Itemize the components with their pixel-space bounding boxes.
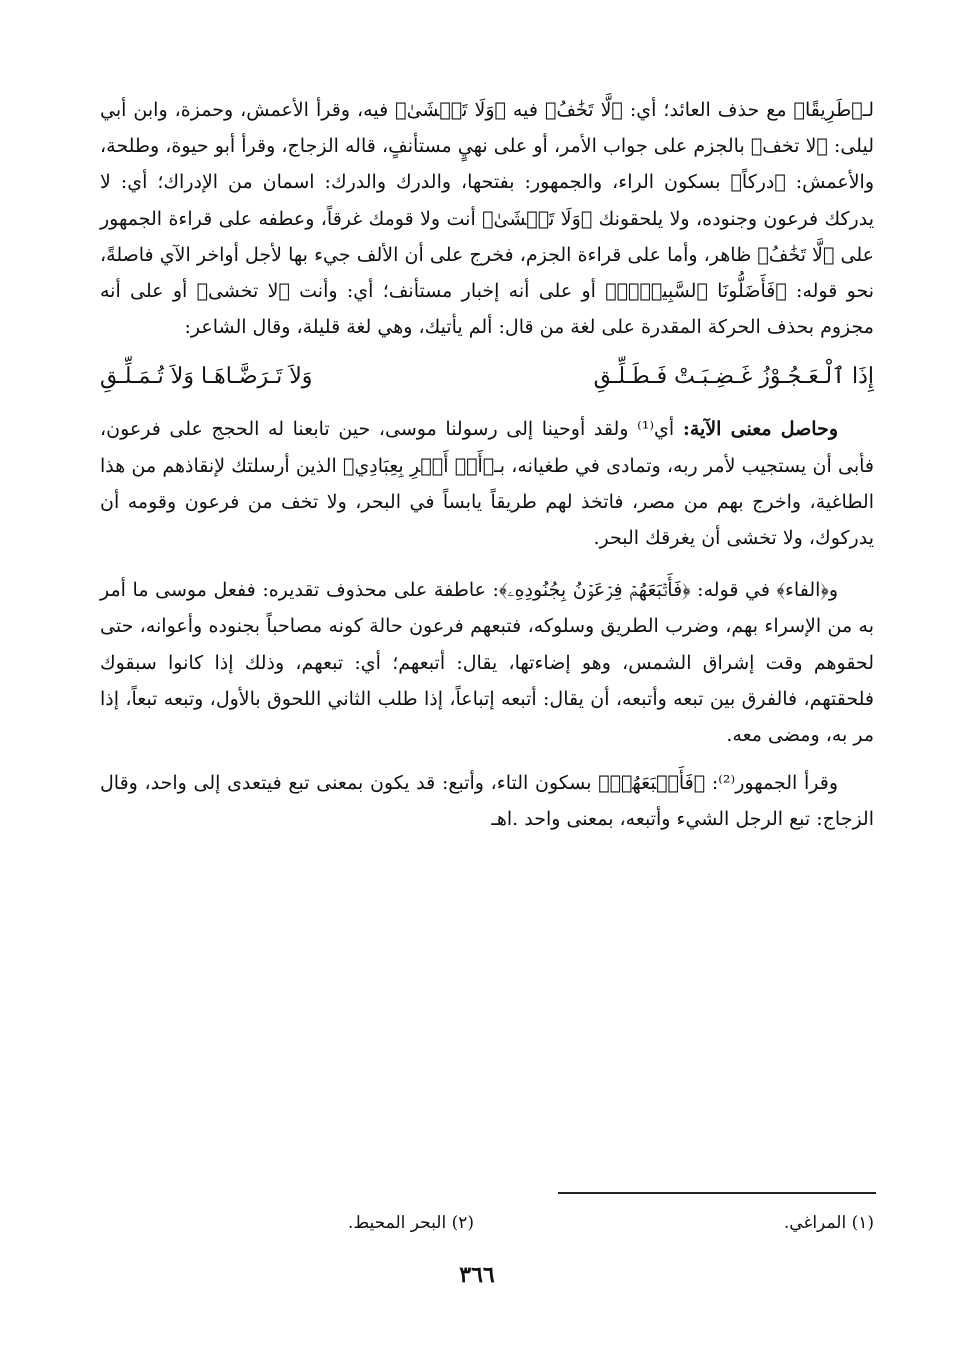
summary-paragraph bbox=[100, 411, 874, 556]
summary-heading: وحاصل معنى الآية: bbox=[682, 418, 838, 441]
footnote-2: (٢) البحر المحيط. bbox=[348, 1213, 474, 1233]
paragraph-text: ⁽²⁾: ﴿فَأَتۡبَعَهُمۡ﴾ بسكون التاء، وأتبع: قد يكون بمعنى تبع فيتعدى إلى واحد، وقال الزجاج: تبع الرجل الشيء وأتبعه، بمعنى واحد .اهـ bbox=[100, 772, 874, 831]
paragraph-text: أي⁽¹⁾ ولقد أوحينا إلى رسولنا موسى، حين تابعنا له الحجج على فرعون، فأبى أن يستجيب لأمر ربه، وتمادى في طغيانه، بـ﴿أَنۡ أَسۡرِ بِعِبَادِي﴾ الذين أرسلتك لإنقاذهم من هذا الطاغية، واخرج بهم من مصر، فاتخذ لهم طريقاً يابساً في البحر، ولا تخف من فرعون وقومه أن يدركوك، ولا تخشى أن يغرقك البحر. bbox=[100, 418, 874, 550]
page-body bbox=[100, 92, 874, 838]
poetry-verse bbox=[100, 359, 874, 395]
paragraph-text: و﴿الفاء﴾ في قوله: ﴿فَأَتۡبَعَهُمۡ فِرۡعَوۡنُ بِجُنُودِهِۦ﴾: عاطفة على محذوف تقديره: ففعل موسى ما أمر به من الإسراء بهم، وضرب الطريق وسلوكه، فتبعهم فرعون حالة كونه مصاحباً بجنوده وأعوانه، حتى لحقوهم وقت إشراق الشمس، وهو إضاءتها، يقال: أتبعهم؛ أي: تبعهم، وذلك إذا كانوا سبقوك فلحقتهم، فالفرق بين تبعه وأتبعه، أن يقال: أتبعه إتباعاً، إذا طلب الثاني اللحوق بالأول، وتبعه تبعاً، إذا مر به، ومضى معه. bbox=[100, 579, 874, 747]
footnote-divider bbox=[558, 1192, 876, 1194]
commentary-paragraph bbox=[100, 92, 874, 345]
verse-second-hemistich: وَلاَ تَـرَضَّـاهَـا وَلاَ تُـمَـلِّـقِ bbox=[100, 364, 313, 390]
page-number: ٣٦٦ bbox=[459, 1262, 495, 1288]
paragraph-text: لـ﴿طَرِيقًا﴾ مع حذف العائد؛ أي: ﴿لَّا تَخَٰفُ﴾ فيه ﴿وَلَا تَخۡشَىٰ﴾ فيه، وقرأ الأعمش، وحمزة، وابن أبي ليلى: ﴿لا تخف﴾ بالجزم على جواب الأمر، أو على نهيٍ مستأنفٍ، قاله الزجاج، وقرأ أبو حيوة، وطلحة، والأعمش: ﴿دركاً﴾ بسكون الراء، والجمهور: بفتحها، والدرك والدرك: اسمان من الإدراك؛ أي: لا يدركك فرعون وجنوده، ولا يلحقونك ﴿وَلَا تَخۡشَىٰ﴾ أنت ولا قومك غرقاً، وعطفه على قراءة الجمهور على ﴿لَّا تَخَٰفُ﴾ ظاهر، وأما على قراءة الجزم، فخرج على أن الألف جيء بها لأجل أواخر الآي فاصلةً، نحو قوله: ﴿فَأَضَلُّونَا ٱلسَّبِيلَا۠﴾ أو على أنه إخبار مستأنف؛ أي: وأنت ﴿لا تخشى﴾ أو على أنه مجزوم بحذف الحركة المقدرة على لغة من قال: ألم يأتيك، وهي لغة قليلة، وقال الشاعر: bbox=[100, 99, 874, 339]
reading-intro: وقرأ الجمهور bbox=[735, 772, 839, 795]
reading-paragraph bbox=[100, 765, 874, 837]
grammar-paragraph bbox=[100, 572, 874, 753]
footnote-1: (١) المراغي. bbox=[783, 1213, 874, 1233]
verse-first-hemistich: إِذَا ٱلْـعَـجُـوْزُ غَـضِـبَـتْ فَـطَـلِّـقِ bbox=[593, 364, 874, 390]
